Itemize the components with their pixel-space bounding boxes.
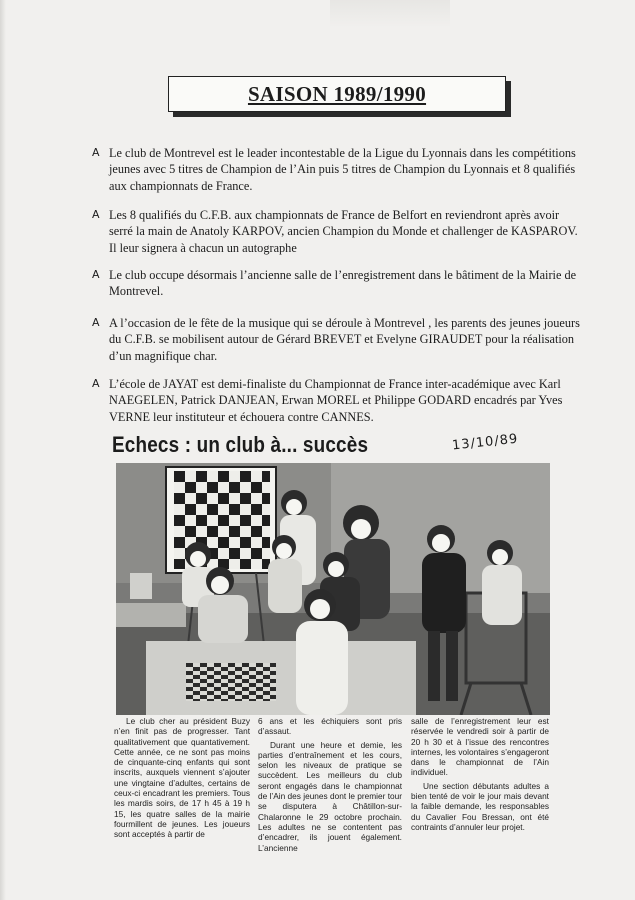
triangle-a-icon: 𝖠 [92,316,100,329]
bullet-text: L’école de JAYAT est demi-finaliste du Championnat de France inter-académique avec Karl NAEGELEN, Patrick DANJEAN, Erwan MOREL et Philippe GODARD encadrés par Yves VERNE leur instituteur et échouera contre CANNES. [109,377,563,424]
triangle-a-icon: 𝖠 [92,146,100,159]
article-paragraph: salle de l’enregistrement leur est réservée le vendredi soir à partir de 20 h 30 et à l’issue des rencontres internes, les volontaires s’engageront dans le championnat de l’Ain individuel. [411,716,549,778]
bullet-item [92,315,582,364]
article-column-3 [411,716,549,835]
triangle-a-icon: 𝖠 [92,268,100,281]
article-paragraph: Une section débutants adultes a bien tenté de voir le jour mais devant la faible demande, les responsables du Cavalier Fou Bressan, ont été contraints d’annuler leur projet. [411,780,549,832]
article-column-1 [114,716,250,843]
page-edge-shadow [0,0,6,900]
bullet-item [92,267,582,300]
bullet-text: A l’occasion de le fête de la musique qui se déroule à Montrevel , les parents des jeunes joueurs du C.F.B. se mobilisent autour de Gérard BREVET et Evelyne GIRAUDET pour la réalisation d’un magnifique char. [109,316,580,363]
bullet-item [92,145,582,194]
bullet-item [92,207,582,256]
triangle-a-icon: 𝖠 [92,377,100,390]
handwritten-date: 13/10/89 [451,431,519,454]
article-column-2 [258,716,402,856]
article-paragraph: Durant une heure et demie, les parties d’entraînement et les cours, selon les niveaux de pratique se succèdent. Les meilleurs du club seront engagés dans le championnat de l’Ain des jeunes dont le premier tour se disputera à Châtillon-sur-Chalaronne le 29 octobre prochain. Les adultes ne se contentent pas d’encadrer, ils jouent également. L’ancienne [258,739,402,853]
article-paragraph: 6 ans et les échiquiers sont pris d’assaut. [258,716,402,737]
article-paragraph: Le club cher au président Buzy n’en finit pas de progresser. Tant qualitativement que quantativement. Cette année, ce ne sont pas moins de cinquante-cinq enfants qui sont inscrits, auxquels viennent s’ajouter une vingtaine d’adultes, certains de ceux-ci encadrant les premiers. Tous les mardis soirs, de 17 h 45 à 19 h 15, les quatre salles de la mairie fourmillent de jeunes. Les joueurs sont acceptés à partir de [114,716,250,840]
clipping-headline: Echecs : un club à... succès [112,432,369,457]
page-title: SAISON 1989/1990 [247,81,427,106]
triangle-a-icon: 𝖠 [92,208,100,221]
bullet-text: Les 8 qualifiés du C.F.B. aux championnats de France de Belfort en reviendront après avoir serré la main de Anatoly KARPOV, ancien Champion du Monde et challenger de KASPAROV. Il leur signera à chacun un autographe [109,208,578,255]
print-bleed [330,0,450,28]
bullet-text: Le club de Montrevel est le leader incontestable de la Ligue du Lyonnais dans les compétitions jeunes avec 5 titres de Champion de l’Ain puis 5 titres de Champion du Lyonnais et 8 qualifiés aux championnats de France. [109,146,576,193]
bullet-item [92,376,582,425]
bullet-text: Le club occupe désormais l’ancienne salle de l’enregistrement dans le bâtiment de la Mairie de Montrevel. [109,268,577,299]
title-box [168,76,506,112]
newspaper-photo [116,463,550,715]
